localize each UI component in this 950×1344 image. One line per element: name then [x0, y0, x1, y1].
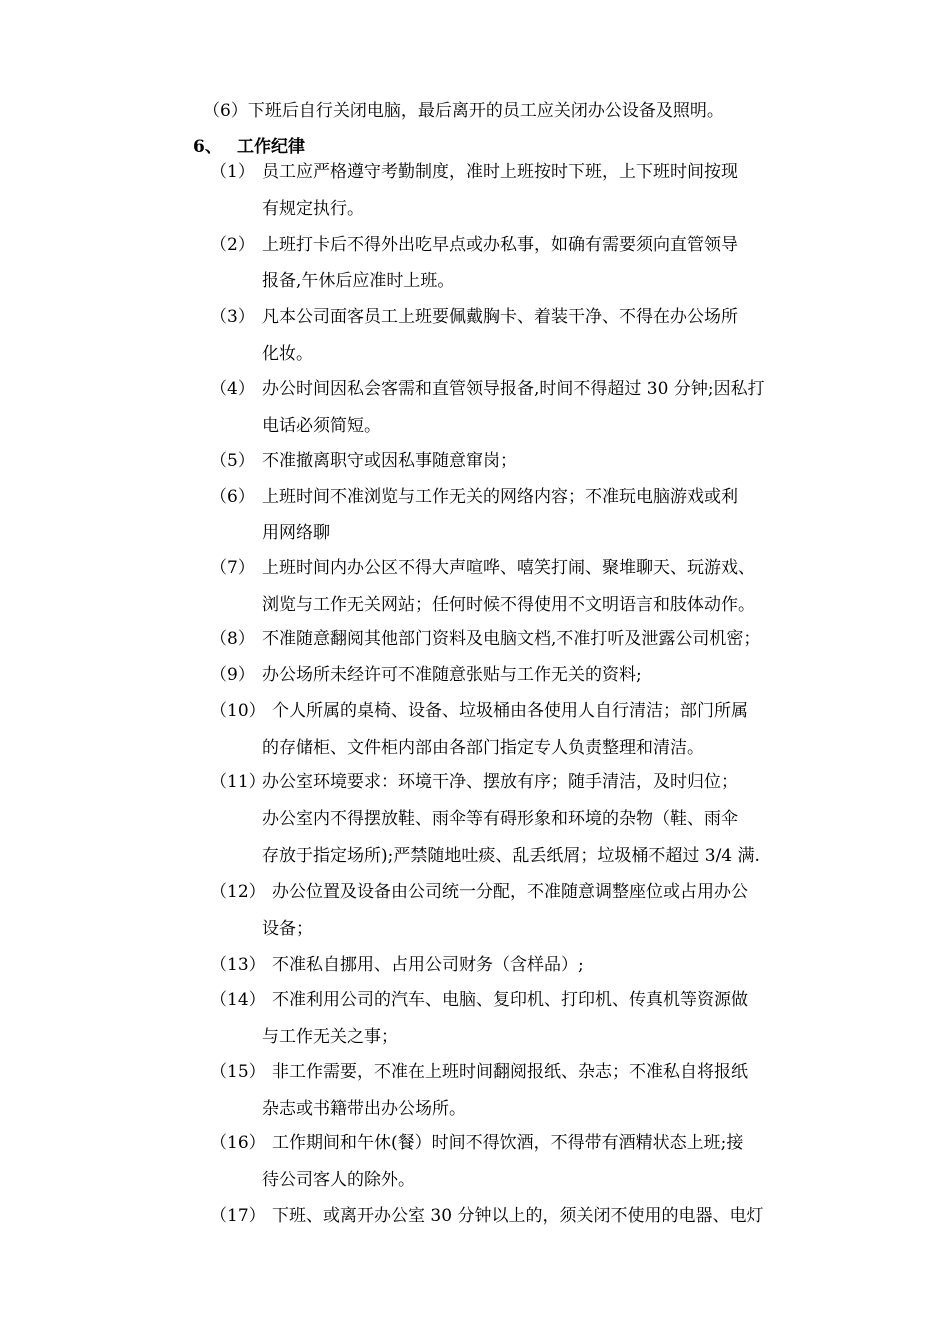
item-text-line-1: 个人所属的桌椅、设备、垃圾桶由各使用人自行清洁；部门所属 [272, 701, 748, 721]
item-text-line-1: 办公位置及设备由公司统一分配，不准随意调整座位或占用办公 [272, 882, 748, 902]
section-number: 6、 [193, 137, 222, 157]
item-text-line-1: 办公室环境要求：环境干净、摆放有序；随手清洁，及时归位； [262, 772, 738, 792]
item-text-line-1: 上班时间不准浏览与工作无关的网络内容；不准玩电脑游戏或利 [262, 487, 738, 507]
item-marker: （17） [210, 1206, 266, 1226]
item-text-line-2: 有规定执行。 [262, 199, 364, 219]
item-text-line-2: 设备； [262, 919, 313, 939]
item-text-line-1: 不准利用公司的汽车、电脑、复印机、打印机、传真机等资源做 [272, 990, 748, 1010]
item-marker: （16） [210, 1133, 266, 1153]
item-text-line-2: 待公司客人的除外。 [262, 1170, 415, 1190]
item-text-line-1: 工作期间和午休(餐）时间不得饮酒，不得带有酒精状态上班;接 [272, 1133, 744, 1153]
item-marker: （3） [210, 307, 255, 327]
item-text-line-2: 用网络聊 [262, 523, 330, 543]
item-marker: （7） [210, 558, 255, 578]
item-text-line-1: 非工作需要，不准在上班时间翻阅报纸、杂志；不准私自将报纸 [272, 1062, 748, 1082]
item-marker: （15） [210, 1062, 266, 1082]
item-text-line-2: 与工作无关之事； [262, 1027, 398, 1047]
item-text-line-1: 上班时间内办公区不得大声喧哗、嘻笑打闹、聚堆聊天、玩游戏、 [262, 558, 755, 578]
item-text-line-2: 报备,午休后应准时上班。 [262, 271, 455, 291]
item-marker: （11） [210, 772, 266, 792]
item-text-line-1: 不准私自挪用、占用公司财务（含样品）; [272, 955, 584, 975]
item-text-line-2: 的存储柜、文件柜内部由各部门指定专人负责整理和清洁。 [262, 738, 704, 758]
item-text-line-1: 办公场所未经许可不准随意张贴与工作无关的资料; [262, 665, 642, 685]
item-text-line-1: 不准随意翻阅其他部门资料及电脑文档,不准打听及泄露公司机密； [262, 629, 761, 649]
section-heading [193, 135, 305, 159]
item-text-line-1: 办公时间因私会客需和直管领导报备,时间不得超过 30 分钟;因私打 [262, 379, 765, 399]
section-title: 工作纪律 [237, 137, 305, 157]
item-text-line-3: 存放于指定场所);严禁随地吐痰、乱丢纸屑；垃圾桶不超过 3/4 满. [262, 846, 760, 866]
item-text-line-2: 电话必须简短。 [262, 416, 381, 436]
item-marker: （5） [210, 451, 255, 471]
item-marker: （2） [210, 235, 255, 255]
item-text-line-1: 不准撤离职守或因私事随意窜岗； [262, 451, 517, 471]
item-marker: （12） [210, 882, 266, 902]
intro-line: （6）下班后自行关闭电脑，最后离开的员工应关闭办公设备及照明。 [203, 101, 724, 121]
item-marker: （4） [210, 379, 255, 399]
item-text-line-1: 凡本公司面客员工上班要佩戴胸卡、着装干净、不得在办公场所 [262, 307, 738, 327]
item-marker: （1） [210, 162, 255, 182]
item-text-line-2: 浏览与工作无关网站；任何时候不得使用不文明语言和肢体动作。 [262, 595, 755, 615]
item-text-line-2: 办公室内不得摆放鞋、雨伞等有碍形象和环境的杂物（鞋、雨伞 [262, 809, 738, 829]
item-text-line-1: 上班打卡后不得外出吃早点或办私事，如确有需要须向直管领导 [262, 235, 738, 255]
item-text-line-1: 员工应严格遵守考勤制度，准时上班按时下班，上下班时间按现 [262, 162, 738, 182]
item-marker: （8） [210, 629, 255, 649]
item-marker: （10） [210, 701, 266, 721]
item-marker: （14） [210, 990, 266, 1010]
item-marker: （9） [210, 665, 255, 685]
item-text-line-2: 化妆。 [262, 344, 313, 364]
item-text-line-1: 下班、或离开办公室 30 分钟以上的，须关闭不使用的电器、电灯 [272, 1206, 764, 1226]
item-text-line-2: 杂志或书籍带出办公场所。 [262, 1099, 466, 1119]
item-marker: （13） [210, 955, 266, 975]
item-marker: （6） [210, 487, 255, 507]
